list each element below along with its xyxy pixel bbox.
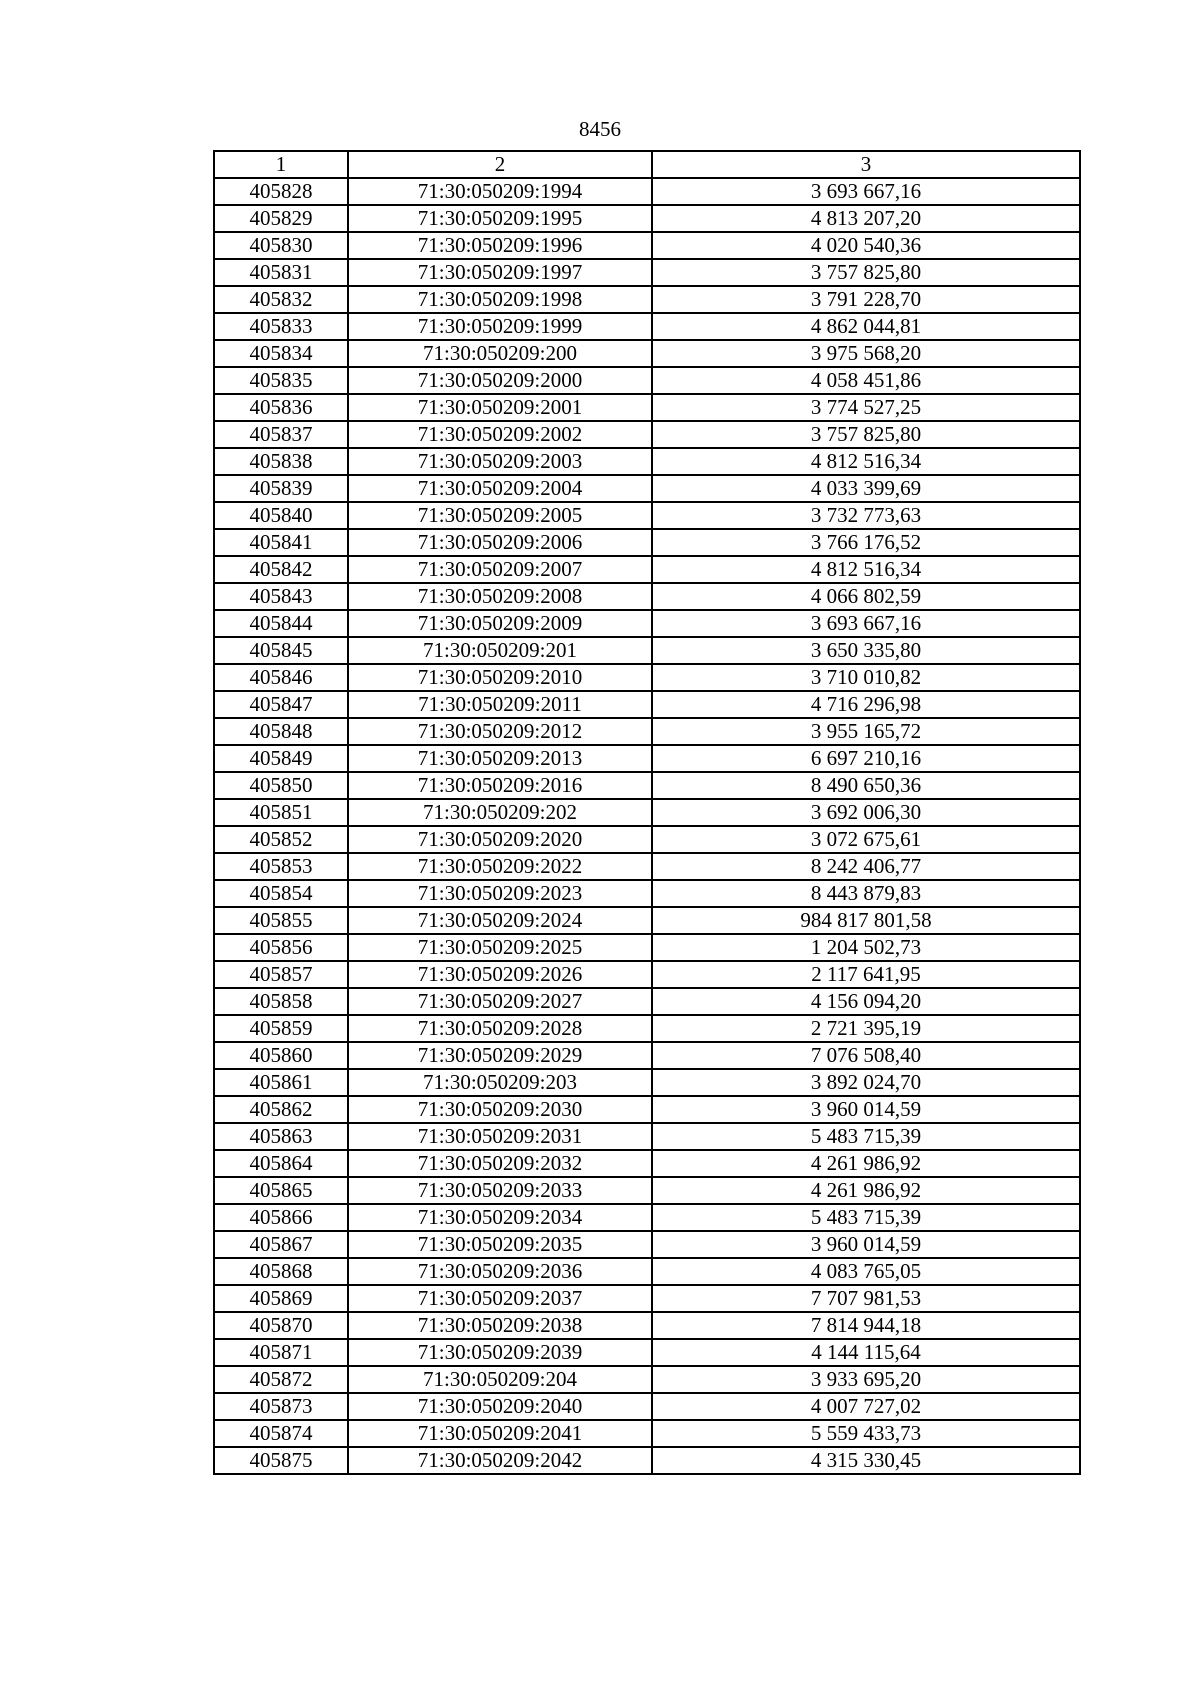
table-row: [214, 1204, 1080, 1231]
cadastral-value-cell: 984 817 801,58: [652, 907, 1080, 934]
table-row: [214, 340, 1080, 367]
cadastral-number-cell: 71:30:050209:2039: [348, 1339, 652, 1366]
table-row: [214, 1447, 1080, 1474]
table-row: [214, 961, 1080, 988]
cadastral-value-cell: 3 933 695,20: [652, 1366, 1080, 1393]
row-number-cell: 405860: [214, 1042, 348, 1069]
row-number-cell: 405849: [214, 745, 348, 772]
row-number-cell: 405872: [214, 1366, 348, 1393]
table-row: [214, 556, 1080, 583]
table-row: [214, 1177, 1080, 1204]
cadastral-number-cell: 71:30:050209:2020: [348, 826, 652, 853]
row-number-cell: 405833: [214, 313, 348, 340]
cadastral-value-cell: 5 483 715,39: [652, 1204, 1080, 1231]
table-row: [214, 178, 1080, 205]
row-number-cell: 405836: [214, 394, 348, 421]
row-number-cell: 405835: [214, 367, 348, 394]
cadastral-number-cell: 71:30:050209:201: [348, 637, 652, 664]
cadastral-value-cell: 3 960 014,59: [652, 1231, 1080, 1258]
cadastral-number-cell: 71:30:050209:1995: [348, 205, 652, 232]
table-body: [214, 178, 1080, 1474]
column-header-3: 3: [652, 151, 1080, 178]
cadastral-value-cell: 3 960 014,59: [652, 1096, 1080, 1123]
cadastral-number-cell: 71:30:050209:2040: [348, 1393, 652, 1420]
cadastral-value-cell: 7 076 508,40: [652, 1042, 1080, 1069]
row-number-cell: 405869: [214, 1285, 348, 1312]
column-header-2: 2: [348, 151, 652, 178]
row-number-cell: 405831: [214, 259, 348, 286]
row-number-cell: 405846: [214, 664, 348, 691]
row-number-cell: 405870: [214, 1312, 348, 1339]
cadastral-number-cell: 71:30:050209:2028: [348, 1015, 652, 1042]
table-row: [214, 907, 1080, 934]
cadastral-number-cell: 71:30:050209:200: [348, 340, 652, 367]
table-row: [214, 448, 1080, 475]
cadastral-value-cell: 4 033 399,69: [652, 475, 1080, 502]
cadastral-value-cell: 7 814 944,18: [652, 1312, 1080, 1339]
row-number-cell: 405873: [214, 1393, 348, 1420]
column-header-1: 1: [214, 151, 348, 178]
table-row: [214, 529, 1080, 556]
table-row: [214, 286, 1080, 313]
cadastral-value-cell: 4 315 330,45: [652, 1447, 1080, 1474]
cadastral-number-cell: 71:30:050209:2034: [348, 1204, 652, 1231]
table-row: [214, 826, 1080, 853]
cadastral-number-cell: 71:30:050209:2008: [348, 583, 652, 610]
table-row: [214, 367, 1080, 394]
table-row: [214, 934, 1080, 961]
row-number-cell: 405868: [214, 1258, 348, 1285]
cadastral-number-cell: 71:30:050209:2026: [348, 961, 652, 988]
cadastral-number-cell: 71:30:050209:2003: [348, 448, 652, 475]
row-number-cell: 405834: [214, 340, 348, 367]
cadastral-number-cell: 71:30:050209:1997: [348, 259, 652, 286]
row-number-cell: 405859: [214, 1015, 348, 1042]
table-row: [214, 988, 1080, 1015]
cadastral-value-cell: 8 490 650,36: [652, 772, 1080, 799]
table-row: [214, 1231, 1080, 1258]
cadastral-value-cell: 3 774 527,25: [652, 394, 1080, 421]
cadastral-value-cell: 4 716 296,98: [652, 691, 1080, 718]
cadastral-number-cell: 71:30:050209:2001: [348, 394, 652, 421]
cadastral-number-cell: 71:30:050209:2010: [348, 664, 652, 691]
cadastral-number-cell: 71:30:050209:2033: [348, 1177, 652, 1204]
cadastral-number-cell: 71:30:050209:1996: [348, 232, 652, 259]
table-row: [214, 583, 1080, 610]
cadastral-value-cell: 1 204 502,73: [652, 934, 1080, 961]
row-number-cell: 405842: [214, 556, 348, 583]
row-number-cell: 405838: [214, 448, 348, 475]
row-number-cell: 405845: [214, 637, 348, 664]
table-row: [214, 1312, 1080, 1339]
row-number-cell: 405847: [214, 691, 348, 718]
cadastral-value-table: [213, 150, 1081, 1475]
cadastral-number-cell: 71:30:050209:2007: [348, 556, 652, 583]
cadastral-number-cell: 71:30:050209:2031: [348, 1123, 652, 1150]
row-number-cell: 405864: [214, 1150, 348, 1177]
cadastral-number-cell: 71:30:050209:1999: [348, 313, 652, 340]
cadastral-value-cell: 3 072 675,61: [652, 826, 1080, 853]
cadastral-number-cell: 71:30:050209:2029: [348, 1042, 652, 1069]
row-number-cell: 405841: [214, 529, 348, 556]
row-number-cell: 405848: [214, 718, 348, 745]
table-row: [214, 259, 1080, 286]
cadastral-number-cell: 71:30:050209:204: [348, 1366, 652, 1393]
cadastral-number-cell: 71:30:050209:2037: [348, 1285, 652, 1312]
cadastral-number-cell: 71:30:050209:2006: [348, 529, 652, 556]
cadastral-number-cell: 71:30:050209:2024: [348, 907, 652, 934]
cadastral-number-cell: 71:30:050209:203: [348, 1069, 652, 1096]
row-number-cell: 405832: [214, 286, 348, 313]
cadastral-number-cell: 71:30:050209:2030: [348, 1096, 652, 1123]
cadastral-value-cell: 4 156 094,20: [652, 988, 1080, 1015]
cadastral-value-cell: 3 732 773,63: [652, 502, 1080, 529]
table-header: [214, 151, 1080, 178]
cadastral-value-cell: 3 692 006,30: [652, 799, 1080, 826]
cadastral-value-cell: 4 812 516,34: [652, 448, 1080, 475]
cadastral-value-cell: 2 721 395,19: [652, 1015, 1080, 1042]
table-row: [214, 637, 1080, 664]
table-row: [214, 691, 1080, 718]
table-row: [214, 1150, 1080, 1177]
cadastral-number-cell: 71:30:050209:2035: [348, 1231, 652, 1258]
cadastral-number-cell: 71:30:050209:2022: [348, 853, 652, 880]
cadastral-number-cell: 71:30:050209:2012: [348, 718, 652, 745]
table-row: [214, 394, 1080, 421]
cadastral-value-cell: 3 650 335,80: [652, 637, 1080, 664]
cadastral-value-cell: 3 975 568,20: [652, 340, 1080, 367]
cadastral-number-cell: 71:30:050209:2023: [348, 880, 652, 907]
table-row: [214, 313, 1080, 340]
table-row: [214, 718, 1080, 745]
cadastral-value-cell: 6 697 210,16: [652, 745, 1080, 772]
cadastral-value-cell: 4 083 765,05: [652, 1258, 1080, 1285]
cadastral-number-cell: 71:30:050209:2011: [348, 691, 652, 718]
row-number-cell: 405861: [214, 1069, 348, 1096]
cadastral-value-cell: 4 058 451,86: [652, 367, 1080, 394]
cadastral-value-cell: 4 813 207,20: [652, 205, 1080, 232]
row-number-cell: 405867: [214, 1231, 348, 1258]
cadastral-value-cell: 4 812 516,34: [652, 556, 1080, 583]
cadastral-value-cell: 4 066 802,59: [652, 583, 1080, 610]
cadastral-value-cell: 3 757 825,80: [652, 259, 1080, 286]
cadastral-value-cell: 4 007 727,02: [652, 1393, 1080, 1420]
cadastral-value-cell: 4 020 540,36: [652, 232, 1080, 259]
row-number-cell: 405854: [214, 880, 348, 907]
cadastral-number-cell: 71:30:050209:2016: [348, 772, 652, 799]
row-number-cell: 405851: [214, 799, 348, 826]
cadastral-number-cell: 71:30:050209:2032: [348, 1150, 652, 1177]
table-row: [214, 853, 1080, 880]
table-row: [214, 205, 1080, 232]
row-number-cell: 405875: [214, 1447, 348, 1474]
cadastral-value-cell: 3 757 825,80: [652, 421, 1080, 448]
page-number: 8456: [579, 117, 621, 141]
table-row: [214, 1339, 1080, 1366]
table-row: [214, 610, 1080, 637]
row-number-cell: 405857: [214, 961, 348, 988]
table-row: [214, 475, 1080, 502]
cadastral-value-cell: 3 955 165,72: [652, 718, 1080, 745]
cadastral-value-cell: 4 261 986,92: [652, 1150, 1080, 1177]
cadastral-value-cell: 8 242 406,77: [652, 853, 1080, 880]
cadastral-number-cell: 71:30:050209:2038: [348, 1312, 652, 1339]
table-row: [214, 1258, 1080, 1285]
table-row: [214, 1042, 1080, 1069]
row-number-cell: 405844: [214, 610, 348, 637]
cadastral-number-cell: 71:30:050209:2041: [348, 1420, 652, 1447]
table-row: [214, 1393, 1080, 1420]
row-number-cell: 405843: [214, 583, 348, 610]
row-number-cell: 405866: [214, 1204, 348, 1231]
cadastral-number-cell: 71:30:050209:2025: [348, 934, 652, 961]
cadastral-number-cell: 71:30:050209:2036: [348, 1258, 652, 1285]
row-number-cell: 405865: [214, 1177, 348, 1204]
cadastral-number-cell: 71:30:050209:2005: [348, 502, 652, 529]
table-row: [214, 880, 1080, 907]
table-row: [214, 232, 1080, 259]
cadastral-value-cell: 7 707 981,53: [652, 1285, 1080, 1312]
table-row: [214, 1096, 1080, 1123]
cadastral-number-cell: 71:30:050209:2009: [348, 610, 652, 637]
row-number-cell: 405855: [214, 907, 348, 934]
row-number-cell: 405863: [214, 1123, 348, 1150]
header-row: [214, 151, 1080, 178]
cadastral-value-cell: 5 559 433,73: [652, 1420, 1080, 1447]
cadastral-value-cell: 8 443 879,83: [652, 880, 1080, 907]
cadastral-number-cell: 71:30:050209:2027: [348, 988, 652, 1015]
table-row: [214, 1285, 1080, 1312]
table-row: [214, 1123, 1080, 1150]
cadastral-value-cell: 4 862 044,81: [652, 313, 1080, 340]
table-row: [214, 1420, 1080, 1447]
row-number-cell: 405858: [214, 988, 348, 1015]
table-row: [214, 799, 1080, 826]
row-number-cell: 405856: [214, 934, 348, 961]
cadastral-value-cell: 3 791 228,70: [652, 286, 1080, 313]
cadastral-value-cell: 3 766 176,52: [652, 529, 1080, 556]
row-number-cell: 405828: [214, 178, 348, 205]
row-number-cell: 405852: [214, 826, 348, 853]
cadastral-value-cell: 3 693 667,16: [652, 178, 1080, 205]
table-row: [214, 745, 1080, 772]
cadastral-value-cell: 2 117 641,95: [652, 961, 1080, 988]
row-number-cell: 405853: [214, 853, 348, 880]
table-row: [214, 502, 1080, 529]
cadastral-number-cell: 71:30:050209:2000: [348, 367, 652, 394]
cadastral-value-cell: 4 261 986,92: [652, 1177, 1080, 1204]
row-number-cell: 405830: [214, 232, 348, 259]
cadastral-number-cell: 71:30:050209:2013: [348, 745, 652, 772]
row-number-cell: 405837: [214, 421, 348, 448]
row-number-cell: 405839: [214, 475, 348, 502]
row-number-cell: 405850: [214, 772, 348, 799]
cadastral-number-cell: 71:30:050209:1998: [348, 286, 652, 313]
row-number-cell: 405862: [214, 1096, 348, 1123]
cadastral-value-cell: 5 483 715,39: [652, 1123, 1080, 1150]
cadastral-value-cell: 3 710 010,82: [652, 664, 1080, 691]
cadastral-number-cell: 71:30:050209:2002: [348, 421, 652, 448]
row-number-cell: 405871: [214, 1339, 348, 1366]
row-number-cell: 405829: [214, 205, 348, 232]
cadastral-number-cell: 71:30:050209:2042: [348, 1447, 652, 1474]
cadastral-number-cell: 71:30:050209:2004: [348, 475, 652, 502]
table-row: [214, 664, 1080, 691]
cadastral-value-cell: 3 693 667,16: [652, 610, 1080, 637]
cadastral-number-cell: 71:30:050209:202: [348, 799, 652, 826]
table-row: [214, 1015, 1080, 1042]
table-row: [214, 772, 1080, 799]
cadastral-number-cell: 71:30:050209:1994: [348, 178, 652, 205]
row-number-cell: 405874: [214, 1420, 348, 1447]
table-row: [214, 1366, 1080, 1393]
table-row: [214, 1069, 1080, 1096]
row-number-cell: 405840: [214, 502, 348, 529]
cadastral-value-cell: 4 144 115,64: [652, 1339, 1080, 1366]
cadastral-value-cell: 3 892 024,70: [652, 1069, 1080, 1096]
table-row: [214, 421, 1080, 448]
